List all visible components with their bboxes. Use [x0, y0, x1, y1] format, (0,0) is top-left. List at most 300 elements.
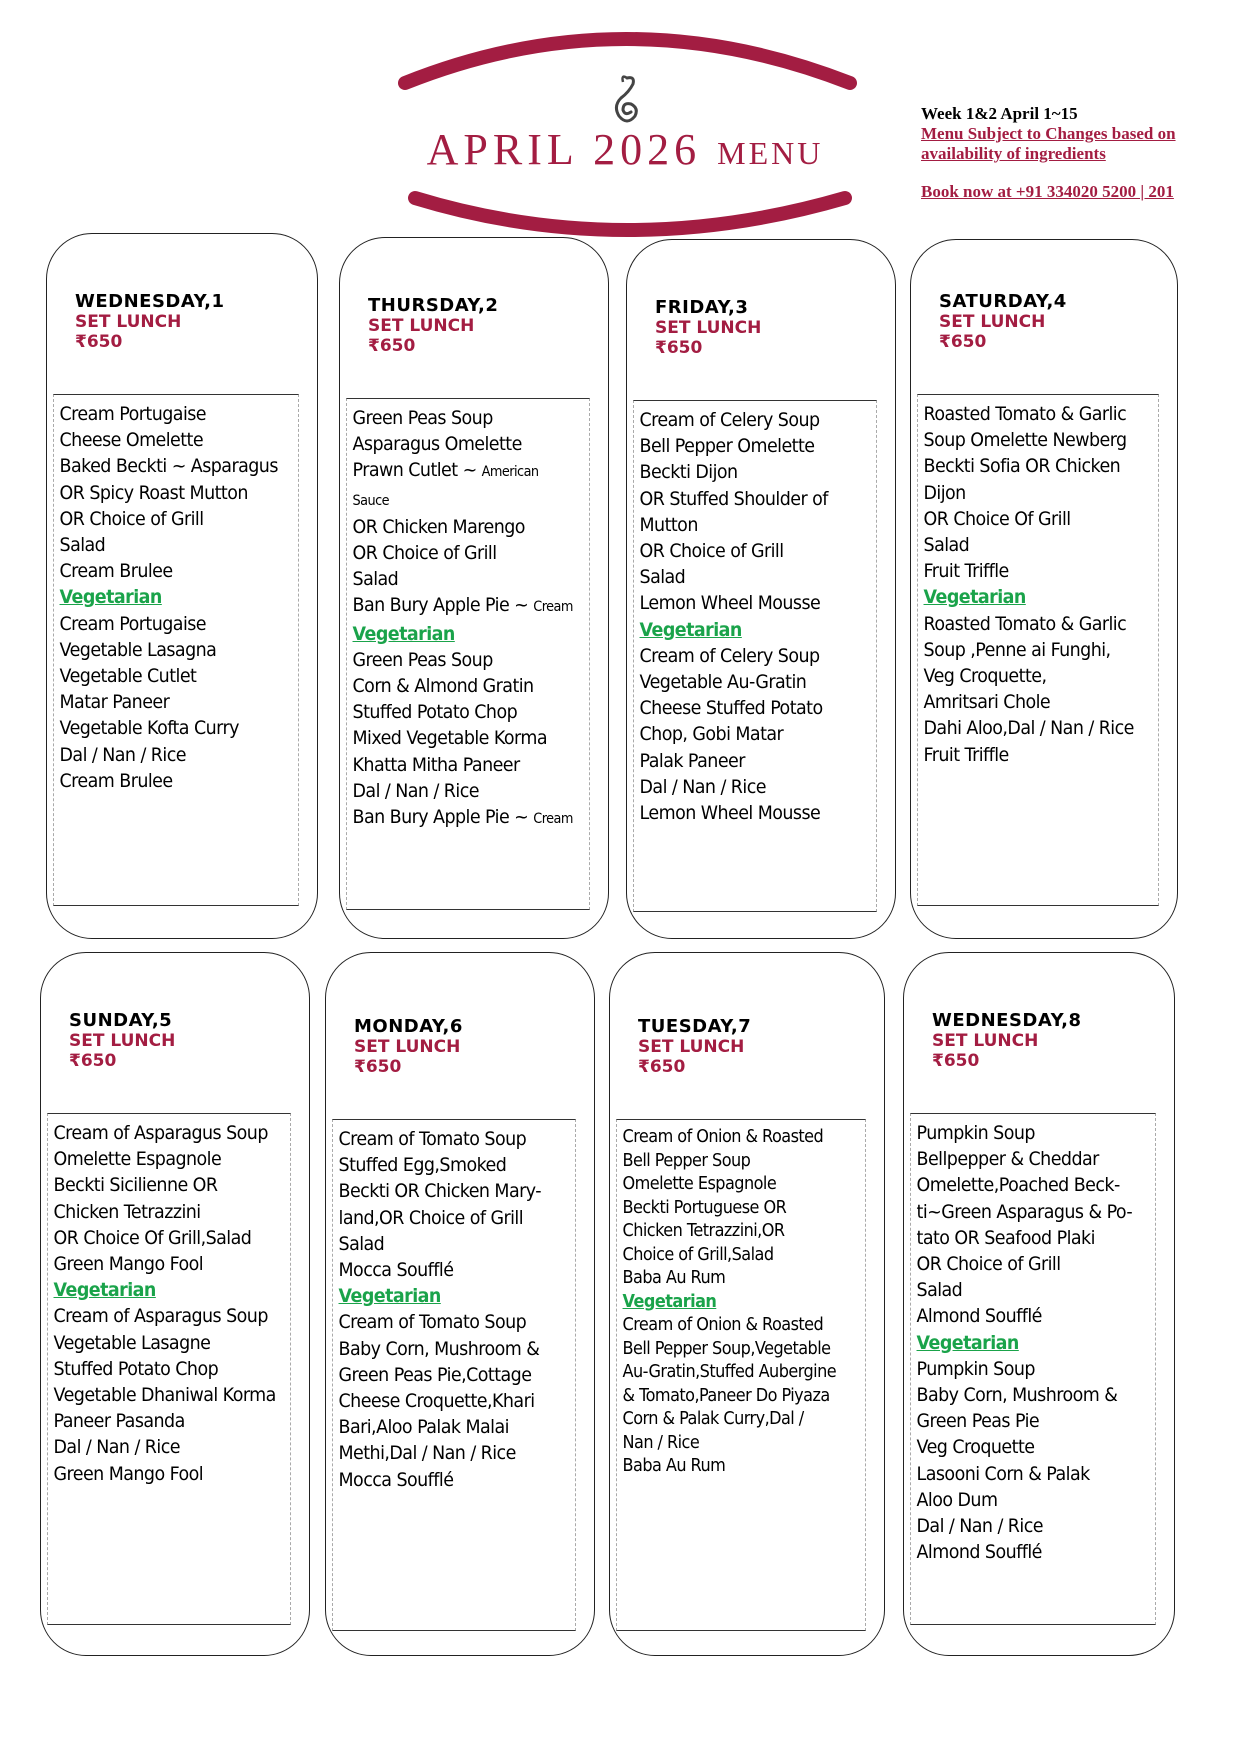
- menu-item: [640, 774, 888, 800]
- menu-item: [353, 592, 601, 620]
- menu-item-text: Mocca Soufflé: [338, 1259, 454, 1282]
- menu-item: [917, 1251, 1165, 1277]
- menu-item: [339, 1467, 587, 1493]
- menu-item: [623, 1244, 871, 1268]
- menu-box: [47, 1113, 291, 1625]
- menu-item-text: Salad: [59, 534, 106, 557]
- menu-item-text: Vegetarian: [338, 1285, 441, 1308]
- menu-item: [640, 669, 888, 695]
- menu-item-text: Cheese Stuffed Potato: [639, 697, 823, 720]
- menu-item-text: Aloo Dum: [916, 1488, 998, 1511]
- menu-item: [339, 1126, 587, 1152]
- menu-item-text: Mocca Soufflé: [338, 1468, 454, 1491]
- menu-item: [917, 1408, 1165, 1434]
- menu-item: [353, 431, 601, 457]
- menu-item: [924, 480, 1172, 506]
- menu-item: [54, 1382, 302, 1408]
- menu-item-text: & Tomato,Paneer Do Piyaza: [622, 1385, 830, 1406]
- day-title: SATURDAY,4: [939, 291, 1067, 312]
- menu-item: [623, 1338, 871, 1362]
- menu-item: [917, 1513, 1165, 1539]
- menu-item-text: Dal / Nan / Rice: [59, 743, 186, 766]
- menu-item-text: Fruit Triffle: [923, 743, 1009, 766]
- menu-item: [60, 427, 308, 453]
- menu-item-text: Cream Portugaise: [59, 612, 207, 635]
- day-card: [903, 952, 1175, 1656]
- menu-item-text: Cream of Asparagus Soup: [53, 1305, 268, 1328]
- menu-item-text: Vegetarian: [53, 1279, 156, 1302]
- menu-item: [924, 663, 1172, 689]
- menu-box: [633, 400, 877, 912]
- menu-item: [54, 1120, 302, 1146]
- menu-item-text: Beckti OR Chicken Mary-: [338, 1180, 542, 1203]
- day-card: [626, 239, 896, 939]
- day-header: [354, 1017, 463, 1077]
- menu-item: [353, 804, 601, 832]
- menu-item: [623, 1126, 871, 1150]
- menu-item-text: Salad: [916, 1279, 963, 1302]
- menu-item-text: Vegetarian: [622, 1291, 717, 1312]
- menu-item: [353, 566, 601, 592]
- menu-item-text: Lemon Wheel Mousse: [639, 592, 821, 615]
- menu-box: [616, 1119, 866, 1631]
- menu-item: [640, 590, 888, 616]
- day-title: MONDAY,6: [354, 1016, 463, 1037]
- menu-item-text: Salad: [923, 534, 970, 557]
- menu-item-text: Chicken Tetrazzini,OR: [622, 1221, 785, 1241]
- menu-item-text: Omelette Espagnole: [622, 1174, 777, 1194]
- menu-item-text: Mixed Vegetable Korma: [352, 727, 548, 750]
- menu-item-text: Roasted Tomato & Garlic: [923, 612, 1127, 635]
- menu-items: [617, 1120, 871, 1479]
- menu-item-text: Mutton: [639, 513, 698, 536]
- menu-item-text: Choice of Grill,Salad: [622, 1244, 774, 1265]
- menu-item-text: Cream of Tomato Soup: [338, 1311, 527, 1334]
- price-label: ₹650: [354, 1057, 402, 1077]
- day-header: [638, 1017, 751, 1077]
- menu-item-text: Soup Omelette Newberg: [923, 429, 1127, 452]
- menu-item: [339, 1178, 587, 1204]
- menu-item: [640, 564, 888, 590]
- menu-item: [353, 405, 601, 431]
- swirl-logo-icon: [605, 72, 645, 132]
- day-header: [368, 296, 498, 356]
- menu-box: [332, 1119, 576, 1631]
- menu-item-text: Bari,Aloo Palak Malai: [338, 1416, 509, 1439]
- menu-item-text: Corn & Palak Curry,Dal /: [622, 1409, 804, 1429]
- menu-item-text: Green Peas Pie,Cottage: [338, 1363, 532, 1386]
- day-header: [932, 1011, 1081, 1071]
- menu-item-note: American: [481, 464, 539, 481]
- day-header: [939, 292, 1067, 352]
- menu-item-text: Pumpkin Soup: [916, 1357, 1035, 1380]
- menu-item: [60, 637, 308, 663]
- menu-item-text: Stuffed Egg,Smoked: [338, 1154, 507, 1177]
- menu-item-text: Green Mango Fool: [53, 1462, 204, 1485]
- day-title: WEDNESDAY,1: [75, 291, 225, 312]
- menu-item-text: Ban Bury Apple Pie ~: [352, 594, 534, 617]
- menu-item: [339, 1257, 587, 1283]
- day-title: WEDNESDAY,8: [932, 1010, 1082, 1031]
- menu-item-text: OR Choice Of Grill: [923, 507, 1071, 530]
- menu-title: [365, 125, 885, 174]
- menu-item: [623, 1361, 871, 1385]
- menu-item: [924, 689, 1172, 715]
- menu-item: [924, 453, 1172, 479]
- menu-item-text: OR Spicy Roast Mutton: [59, 481, 248, 504]
- menu-item-text: Salad: [639, 566, 686, 589]
- menu-item: [339, 1152, 587, 1178]
- menu-item: [917, 1539, 1165, 1565]
- menu-item: [640, 407, 888, 433]
- menu-item-text: Dijon: [923, 481, 966, 504]
- menu-item-text: Baba Au Rum: [622, 1268, 726, 1288]
- vegetarian-heading: [924, 584, 1172, 610]
- menu-item-text: Omelette,Poached Beck-: [916, 1174, 1120, 1197]
- menu-item-note: Sauce: [352, 492, 390, 509]
- menu-item: [623, 1150, 871, 1174]
- menu-item: [353, 778, 601, 804]
- menu-item-text: Dal / Nan / Rice: [53, 1436, 180, 1459]
- set-lunch-label: SET LUNCH: [932, 1031, 1039, 1051]
- menu-item: [54, 1461, 302, 1487]
- menu-item: [353, 647, 601, 673]
- menu-item: [924, 715, 1172, 741]
- menu-item-text: Baby Corn, Mushroom &: [916, 1384, 1118, 1407]
- menu-item: [917, 1461, 1165, 1487]
- set-lunch-label: SET LUNCH: [655, 318, 762, 338]
- menu-item-text: Khatta Mitha Paneer: [352, 753, 520, 776]
- menu-item: [339, 1309, 587, 1335]
- menu-item-text: Vegetarian: [352, 622, 455, 645]
- menu-item: [917, 1356, 1165, 1382]
- menu-item-note: Cream: [533, 599, 573, 616]
- menu-item-text: Beckti Portuguese OR: [622, 1197, 787, 1218]
- menu-item: [623, 1220, 871, 1244]
- menu-item: [924, 532, 1172, 558]
- menu-item-text: Beckti Sofia OR Chicken: [923, 455, 1121, 478]
- menu-item: [640, 538, 888, 564]
- menu-item-text: Baba Au Rum: [622, 1456, 726, 1476]
- menu-item: [54, 1225, 302, 1251]
- menu-item-text: Cream of Celery Soup: [639, 409, 820, 431]
- menu-item: [54, 1251, 302, 1277]
- menu-item: [60, 742, 308, 768]
- menu-item-text: Dal / Nan / Rice: [352, 779, 479, 802]
- week-label: Week 1&2 April 1~15: [921, 104, 1078, 123]
- set-lunch-label: SET LUNCH: [368, 316, 475, 336]
- price-label: ₹650: [655, 338, 703, 358]
- menu-item: [640, 512, 888, 538]
- menu-item: [353, 699, 601, 725]
- notice-line-1: Menu Subject to Changes based on: [921, 124, 1176, 143]
- menu-item-text: Green Peas Pie: [916, 1410, 1040, 1433]
- menu-items: [347, 399, 601, 832]
- menu-item-text: Corn & Almond Gratin: [352, 675, 534, 698]
- menu-item-text: Salad: [338, 1232, 385, 1255]
- menu-item-text: OR Chicken Marengo: [352, 515, 525, 538]
- menu-item-text: Baby Corn, Mushroom &: [338, 1337, 540, 1360]
- menu-item: [60, 689, 308, 715]
- day-header: [655, 298, 761, 358]
- menu-item-text: Omelette Espagnole: [53, 1148, 222, 1171]
- menu-item-text: Cream Brulee: [59, 560, 173, 583]
- menu-item-text: OR Choice of Grill: [639, 540, 784, 563]
- menu-item-text: Vegetable Cutlet: [59, 665, 197, 688]
- vegetarian-heading: [339, 1283, 587, 1309]
- title-menu-word: MENU: [717, 135, 824, 171]
- menu-item: [60, 532, 308, 558]
- menu-item-text: Green Mango Fool: [53, 1253, 204, 1276]
- menu-item: [924, 611, 1172, 637]
- menu-item: [339, 1362, 587, 1388]
- menu-item-text: Bell Pepper Soup,Vegetable: [622, 1338, 831, 1359]
- menu-item: [353, 457, 601, 485]
- menu-item: [54, 1408, 302, 1434]
- menu-item-text: Bellpepper & Cheddar: [916, 1148, 1099, 1171]
- menu-item-text: Amritsari Chole: [923, 691, 1051, 714]
- menu-item-text: Asparagus Omelette: [352, 433, 522, 456]
- menu-item: [623, 1197, 871, 1221]
- menu-item: [623, 1314, 871, 1338]
- menu-item: [640, 695, 888, 721]
- menu-item: [623, 1173, 871, 1197]
- menu-item: [54, 1172, 302, 1198]
- menu-item-text: Bell Pepper Omelette: [639, 435, 815, 458]
- menu-item: [60, 558, 308, 584]
- menu-box: [910, 1113, 1156, 1625]
- menu-item-text: Lemon Wheel Mousse: [639, 802, 821, 825]
- menu-item-text: Cream of Tomato Soup: [338, 1128, 527, 1150]
- menu-item: [924, 637, 1172, 663]
- menu-item: [353, 514, 601, 540]
- menu-items: [333, 1120, 587, 1493]
- menu-item-text: Stuffed Potato Chop: [53, 1357, 219, 1380]
- menu-item-text: Chicken Tetrazzini: [53, 1200, 201, 1223]
- price-label: ₹650: [932, 1051, 980, 1071]
- menu-item: [353, 540, 601, 566]
- menu-item-text: Fruit Triffle: [923, 560, 1009, 583]
- menu-item: [924, 558, 1172, 584]
- menu-item-text: Vegetarian: [59, 586, 162, 609]
- menu-item: [623, 1267, 871, 1291]
- menu-item-text: Paneer Pasanda: [53, 1410, 185, 1433]
- menu-box: [917, 394, 1159, 906]
- menu-item-text: Prawn Cutlet ~: [352, 459, 482, 482]
- menu-item-text: Matar Paneer: [59, 691, 170, 714]
- menu-item: [60, 480, 308, 506]
- menu-item: [60, 663, 308, 689]
- menu-item: [917, 1382, 1165, 1408]
- menu-item-text: Cream of Celery Soup: [639, 644, 820, 667]
- menu-item-text: Vegetable Au-Gratin: [639, 671, 807, 694]
- menu-item: [60, 611, 308, 637]
- menu-item: [640, 721, 888, 747]
- menu-item-text: tato OR Seafood Plaki: [916, 1226, 1095, 1249]
- vegetarian-heading: [353, 621, 601, 647]
- menu-items: [911, 1114, 1165, 1565]
- day-card: [325, 952, 595, 1656]
- menu-item: [353, 752, 601, 778]
- menu-item-text: Palak Paneer: [639, 749, 745, 772]
- set-lunch-label: SET LUNCH: [354, 1037, 461, 1057]
- menu-item-text: Baked Beckti ~ Asparagus: [59, 455, 278, 478]
- menu-item-text: Cream Brulee: [59, 769, 173, 792]
- menu-item: [640, 486, 888, 512]
- menu-item-text: Cheese Croquette,Khari: [338, 1390, 535, 1413]
- day-card: [40, 952, 310, 1656]
- menu-item: [60, 768, 308, 794]
- menu-item: [339, 1336, 587, 1362]
- header-info: [921, 104, 1239, 202]
- vegetarian-heading: [60, 584, 308, 610]
- menu-items: [54, 395, 308, 794]
- menu-item: [917, 1172, 1165, 1198]
- menu-item: [917, 1225, 1165, 1251]
- menu-box: [53, 394, 299, 906]
- menu-item: [640, 459, 888, 485]
- menu-item: [54, 1303, 302, 1329]
- menu-item: [54, 1434, 302, 1460]
- day-title: SUNDAY,5: [69, 1010, 173, 1031]
- menu-item: [623, 1408, 871, 1432]
- menu-item-text: Green Peas Soup: [352, 407, 493, 429]
- day-card: [910, 239, 1178, 939]
- set-lunch-label: SET LUNCH: [638, 1037, 745, 1057]
- menu-item-text: Lasooni Corn & Palak: [916, 1462, 1090, 1485]
- menu-item-text: Cream of Asparagus Soup: [53, 1122, 268, 1144]
- menu-item-text: Beckti Dijon: [639, 461, 738, 484]
- vegetarian-heading: [623, 1291, 871, 1315]
- menu-item-text: Au-Gratin,Stuffed Aubergine: [622, 1362, 837, 1382]
- booking-link[interactable]: Book now at +91 334020 5200 | 201: [921, 182, 1174, 201]
- menu-item-text: Cream Portugaise: [59, 403, 207, 425]
- menu-item-text: OR Choice of Grill: [916, 1253, 1061, 1276]
- menu-item-text: Ban Bury Apple Pie ~: [352, 806, 534, 829]
- price-label: ₹650: [75, 332, 123, 352]
- menu-item: [917, 1199, 1165, 1225]
- menu-item: [924, 401, 1172, 427]
- menu-item-text: land,OR Choice of Grill: [338, 1206, 524, 1229]
- day-card: [339, 237, 609, 939]
- day-header: [75, 292, 224, 352]
- menu-items: [634, 401, 888, 826]
- menu-item-text: Veg Croquette: [916, 1436, 1035, 1459]
- set-lunch-label: SET LUNCH: [939, 312, 1046, 332]
- day-title: FRIDAY,3: [655, 297, 749, 318]
- price-label: ₹650: [69, 1051, 117, 1071]
- menu-item-text: Dal / Nan / Rice: [916, 1515, 1043, 1538]
- menu-item: [623, 1385, 871, 1409]
- menu-item: [353, 673, 601, 699]
- menu-item-text: Chop, Gobi Matar: [639, 723, 784, 746]
- menu-item-text: Soup ,Penne ai Funghi,: [923, 638, 1111, 661]
- menu-item-text: OR Choice of Grill: [352, 542, 497, 565]
- menu-item-text: Vegetable Lasagne: [53, 1331, 211, 1354]
- menu-item: [640, 433, 888, 459]
- day-title: THURSDAY,2: [368, 295, 499, 316]
- menu-item: [60, 506, 308, 532]
- day-card: [609, 952, 885, 1656]
- menu-item: [924, 427, 1172, 453]
- menu-item: [54, 1146, 302, 1172]
- menu-item: [339, 1388, 587, 1414]
- menu-item: [339, 1231, 587, 1257]
- menu-item-text: Dal / Nan / Rice: [639, 775, 766, 798]
- menu-item-text: Green Peas Soup: [352, 648, 493, 671]
- set-lunch-label: SET LUNCH: [75, 312, 182, 332]
- menu-item-text: OR Choice of Grill: [59, 507, 204, 530]
- menu-item: [60, 453, 308, 479]
- menu-item: [60, 401, 308, 427]
- vegetarian-heading: [640, 617, 888, 643]
- menu-item: [623, 1455, 871, 1479]
- menu-item: [54, 1199, 302, 1225]
- menu-item: [917, 1487, 1165, 1513]
- menu-item-text: Cream of Onion & Roasted: [622, 1315, 824, 1335]
- menu-item-text: OR Choice Of Grill,Salad: [53, 1226, 252, 1249]
- set-lunch-label: SET LUNCH: [69, 1031, 176, 1051]
- menu-box: [346, 398, 590, 910]
- menu-item: [917, 1120, 1165, 1146]
- vegetarian-heading: [917, 1330, 1165, 1356]
- vegetarian-heading: [54, 1277, 302, 1303]
- menu-item: [640, 643, 888, 669]
- menu-item-text: Nan / Rice: [622, 1432, 700, 1453]
- menu-item: [60, 715, 308, 741]
- menu-item: [917, 1277, 1165, 1303]
- price-label: ₹650: [939, 332, 987, 352]
- menu-item-text: Vegetarian: [916, 1331, 1019, 1354]
- menu-item-text: Stuffed Potato Chop: [352, 701, 518, 724]
- day-title: TUESDAY,7: [638, 1016, 752, 1037]
- menu-item: [54, 1330, 302, 1356]
- menu-item-text: Bell Pepper Soup: [622, 1150, 751, 1171]
- menu-item-text: Vegetable Lasagna: [59, 638, 217, 661]
- menu-item: [54, 1356, 302, 1382]
- menu-item: [623, 1432, 871, 1456]
- menu-item: [917, 1146, 1165, 1172]
- notice-line-2: availability of ingredients: [921, 144, 1106, 163]
- menu-item: [924, 506, 1172, 532]
- menu-item-text: Methi,Dal / Nan / Rice: [338, 1442, 516, 1465]
- menu-item: [353, 486, 601, 514]
- menu-item: [917, 1303, 1165, 1329]
- menu-item-text: Vegetable Dhaniwal Korma: [53, 1384, 276, 1407]
- menu-item: [640, 748, 888, 774]
- menu-item-text: OR Stuffed Shoulder of: [639, 487, 828, 510]
- price-label: ₹650: [638, 1057, 686, 1077]
- menu-item-text: Vegetable Kofta Curry: [59, 717, 239, 740]
- menu-item-text: Vegetarian: [639, 618, 742, 641]
- menu-item: [353, 725, 601, 751]
- menu-item-text: Cheese Omelette: [59, 429, 204, 452]
- menu-item-text: Pumpkin Soup: [916, 1122, 1035, 1144]
- menu-item: [339, 1414, 587, 1440]
- menu-item-text: ti~Green Asparagus & Po-: [916, 1200, 1133, 1223]
- day-header: [69, 1011, 175, 1071]
- menu-items: [48, 1114, 302, 1487]
- day-card: [46, 233, 318, 939]
- menu-item: [339, 1205, 587, 1231]
- menu-item-note: Cream: [533, 811, 573, 828]
- menu-item-text: Almond Soufflé: [916, 1541, 1042, 1564]
- menu-item-text: Veg Croquette,: [923, 665, 1047, 688]
- menu-item-text: Salad: [352, 568, 399, 591]
- menu-item: [339, 1440, 587, 1466]
- menu-item-text: Almond Soufflé: [916, 1305, 1042, 1328]
- menu-item: [924, 742, 1172, 768]
